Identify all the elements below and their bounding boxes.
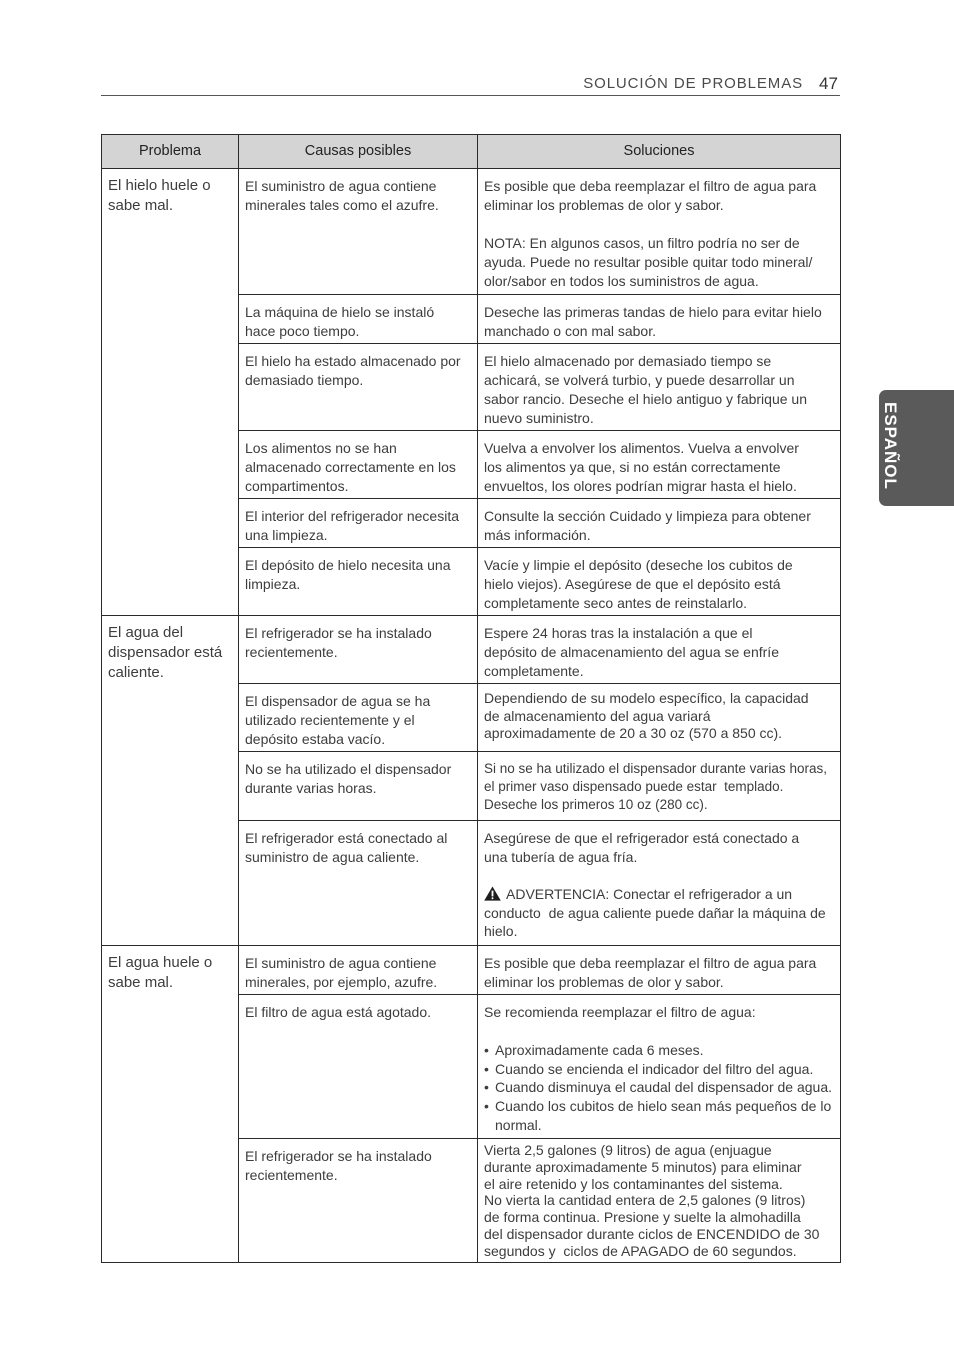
- cause-cell: [239, 752, 478, 821]
- solution-cell: [478, 344, 841, 431]
- text-line: durante varias horas.: [245, 780, 377, 796]
- text-line: una tubería de agua fría.: [484, 848, 638, 865]
- text-line: ayuda. Puede no resultar posible quitar todo mineral/: [484, 254, 813, 270]
- text-line: El hielo huele o: [108, 177, 211, 194]
- text-line: Vierta 2,5 galones (9 litros) de agua (enjuague: [484, 1142, 772, 1158]
- warning-text: ADVERTENCIA: Conectar el refrigerador a un: [506, 886, 793, 902]
- text-line: El agua del: [108, 624, 184, 641]
- problem-cell: [102, 946, 239, 1263]
- bullet-item: [484, 1060, 834, 1079]
- text-line: Los alimentos no se han: [245, 440, 397, 456]
- text-line: • Cuando los cubitos de hielo sean más pequeños de lo: [495, 1098, 832, 1114]
- cause-cell: [239, 295, 478, 344]
- text-line: eliminar los problemas de olor y sabor.: [484, 974, 724, 990]
- text-line: recientemente.: [245, 1167, 338, 1183]
- text-line: los alimentos ya que, si no están correctamente: [484, 459, 781, 475]
- solution-cell: [478, 548, 841, 616]
- solution-paragraph: [484, 1142, 834, 1260]
- solution-cell: [478, 946, 841, 995]
- problem-cell: [102, 616, 239, 946]
- text-line: recientemente.: [245, 644, 338, 660]
- text-line: dispensador está: [108, 644, 223, 661]
- text-line: caliente.: [108, 664, 164, 681]
- text-line: Es posible que deba reemplazar el filtro de agua para: [484, 955, 817, 971]
- text-line: Deseche los primeros 10 oz (280 cc).: [484, 797, 708, 812]
- text-line: [484, 885, 834, 904]
- solution-paragraph: [484, 885, 834, 941]
- text-line: durante aproximadamente 5 minutos) para eliminar: [484, 1158, 802, 1175]
- solution-paragraph: [484, 507, 834, 545]
- text-line: minerales tales como el azufre.: [245, 197, 439, 213]
- text-line: minerales, por ejemplo, azufre.: [245, 974, 438, 990]
- solution-paragraph: [484, 1003, 834, 1022]
- cause-cell: [239, 1139, 478, 1263]
- bullet-list: [484, 1041, 834, 1135]
- text-line: No vierta la cantidad entera de 2,5 galones (9 litros): [484, 1192, 806, 1209]
- solution-cell: [478, 752, 841, 821]
- text-line: • Cuando disminuya el caudal del dispensador de agua.: [495, 1079, 833, 1096]
- solution-cell: [478, 295, 841, 344]
- solution-cell: [478, 821, 841, 946]
- cause-cell: [239, 946, 478, 995]
- table-row: [102, 616, 841, 684]
- text-line: manchado o con mal sabor.: [484, 323, 656, 339]
- text-line: hielo.: [484, 923, 518, 939]
- text-line: Se recomienda reemplazar el filtro de agua:: [484, 1004, 756, 1020]
- cause-cell: [239, 548, 478, 616]
- text-line: Deseche las primeras tandas de hielo para evitar hielo: [484, 304, 822, 320]
- text-line: más información.: [484, 527, 591, 543]
- solution-cell: [478, 169, 841, 295]
- text-line: Espere 24 horas tras la instalación a que el: [484, 625, 753, 641]
- solution-paragraph: [484, 234, 834, 291]
- text-line: segundos y ciclos de APAGADO de 60 segundos.: [484, 1242, 797, 1259]
- text-line: demasiado tiempo.: [245, 372, 364, 388]
- text-line: aproximadamente de 20 a 30 oz (570 a 850 cc).: [484, 725, 783, 741]
- text-line: completamente seco antes de reinstalarlo.: [484, 595, 748, 611]
- text-line: una limpieza.: [245, 527, 328, 543]
- cause-cell: [239, 821, 478, 946]
- table-row: [102, 169, 841, 295]
- text-line: nuevo suministro.: [484, 410, 594, 426]
- text-line: el aire retenido y los contaminantes del sistema.: [484, 1175, 783, 1192]
- solution-cell: [478, 499, 841, 548]
- text-line: conducto de agua caliente puede dañar la máquina de: [484, 904, 826, 921]
- text-line: completamente.: [484, 663, 584, 679]
- text-line: El hielo almacenado por demasiado tiempo se: [484, 353, 772, 369]
- text-line: limpieza.: [245, 576, 301, 592]
- cause-cell: [239, 169, 478, 295]
- text-line: Es posible que deba reemplazar el filtro de agua para: [484, 178, 817, 194]
- text-line: envueltos, los olores podrían migrar hasta el hielo.: [484, 478, 797, 494]
- text-line: NOTA: En algunos casos, un filtro podría no ser de: [484, 235, 800, 251]
- bullet-item: [484, 1041, 834, 1060]
- solution-cell: [478, 431, 841, 499]
- text-line: olor/sabor en todos los suministros de agua.: [484, 273, 759, 289]
- cause-cell: [239, 995, 478, 1139]
- text-line: El refrigerador se ha instalado: [245, 625, 432, 641]
- text-line: compartimentos.: [245, 478, 349, 494]
- cause-cell: [239, 616, 478, 684]
- solution-paragraph: [484, 954, 834, 992]
- cause-cell: [239, 684, 478, 752]
- text-line: normal.: [495, 1116, 542, 1133]
- column-header-solutions: Soluciones: [478, 135, 841, 169]
- solution-paragraph: [484, 624, 834, 681]
- text-line: El filtro de agua está agotado.: [245, 1004, 432, 1020]
- text-line: El hielo ha estado almacenado por: [245, 353, 461, 369]
- text-line: el primer vaso dispensado puede estar templado.: [484, 779, 784, 794]
- text-line: El agua huele o: [108, 954, 213, 971]
- text-line: hace poco tiempo.: [245, 323, 360, 339]
- text-line: No se ha utilizado el dispensador: [245, 761, 452, 777]
- text-line: El depósito de hielo necesita una: [245, 557, 451, 573]
- text-line: sabe mal.: [108, 974, 174, 991]
- solution-cell: [478, 995, 841, 1139]
- text-line: El suministro de agua contiene: [245, 955, 437, 971]
- language-side-tab: [879, 390, 954, 506]
- text-line: El refrigerador está conectado al: [245, 830, 448, 846]
- cause-cell: [239, 431, 478, 499]
- solution-paragraph: [484, 829, 834, 866]
- text-line: depósito de almacenamiento del agua se enfríe: [484, 644, 779, 660]
- text-line: hielo viejos). Asegúrese de que el depósito está: [484, 576, 781, 592]
- text-line: de forma continua. Presione y suelte la almohadilla: [484, 1209, 801, 1226]
- column-header-problem: Problema: [102, 135, 239, 169]
- solution-paragraph: [484, 760, 834, 814]
- warning-icon: [484, 886, 501, 901]
- solution-cell: [478, 1139, 841, 1263]
- text-line: suministro de agua caliente.: [245, 849, 420, 865]
- solution-paragraph: [484, 352, 834, 428]
- text-line: El dispensador de agua se ha: [245, 693, 431, 709]
- solution-paragraph: [484, 690, 834, 743]
- text-line: sabe mal.: [108, 197, 174, 214]
- text-line: de almacenamiento del agua variará: [484, 707, 711, 724]
- table-row: [102, 946, 841, 995]
- cause-cell: [239, 344, 478, 431]
- text-line: La máquina de hielo se instaló: [245, 304, 435, 320]
- solution-paragraph: [484, 303, 834, 341]
- text-line: El interior del refrigerador necesita: [245, 508, 459, 524]
- language-tab-label: ESPAÑOL: [881, 402, 900, 490]
- text-line: utilizado recientemente y el: [245, 712, 415, 728]
- section-title: SOLUCIÓN DE PROBLEMAS: [583, 75, 803, 92]
- text-line: • Aproximadamente cada 6 meses.: [495, 1041, 704, 1058]
- solution-paragraph: [484, 177, 834, 215]
- solution-cell: [478, 616, 841, 684]
- text-line: Si no se ha utilizado el dispensador durante varias horas,: [484, 761, 827, 776]
- text-line: almacenado correctamente en los: [245, 459, 456, 475]
- problem-cell: [102, 169, 239, 616]
- text-line: achicará, se volverá turbio, y puede desarrollar un: [484, 372, 795, 388]
- bullet-item: [484, 1097, 834, 1135]
- solution-paragraph: [484, 556, 834, 613]
- text-line: depósito estaba vacío.: [245, 731, 386, 747]
- bullet-item: [484, 1078, 834, 1097]
- text-line: sabor rancio. Deseche el hielo antiguo y fabrique un: [484, 391, 807, 407]
- text-line: • Cuando se encienda el indicador del filtro del agua.: [495, 1060, 814, 1077]
- header-divider: [101, 95, 840, 96]
- text-line: Dependiendo de su modelo específico, la capacidad: [484, 690, 809, 706]
- text-line: Consulte la sección Cuidado y limpieza para obtener: [484, 508, 811, 524]
- cause-cell: [239, 499, 478, 548]
- solution-paragraph: [484, 439, 834, 496]
- column-header-causes: Causas posibles: [239, 135, 478, 169]
- text-line: eliminar los problemas de olor y sabor.: [484, 197, 724, 213]
- page-number: 47: [819, 74, 838, 93]
- solution-cell: [478, 684, 841, 752]
- text-line: El suministro de agua contiene: [245, 178, 437, 194]
- troubleshooting-table: [101, 134, 841, 1263]
- text-line: El refrigerador se ha instalado: [245, 1148, 432, 1164]
- text-line: del dispensador durante ciclos de ENCENDIDO de 30: [484, 1225, 820, 1242]
- table-header-row: [102, 135, 841, 169]
- text-line: Vuelva a envolver los alimentos. Vuelva a envolver: [484, 440, 799, 456]
- text-line: Vacíe y limpie el depósito (deseche los cubitos de: [484, 557, 793, 573]
- table-body: [102, 169, 841, 1263]
- text-line: Asegúrese de que el refrigerador está conectado a: [484, 830, 800, 846]
